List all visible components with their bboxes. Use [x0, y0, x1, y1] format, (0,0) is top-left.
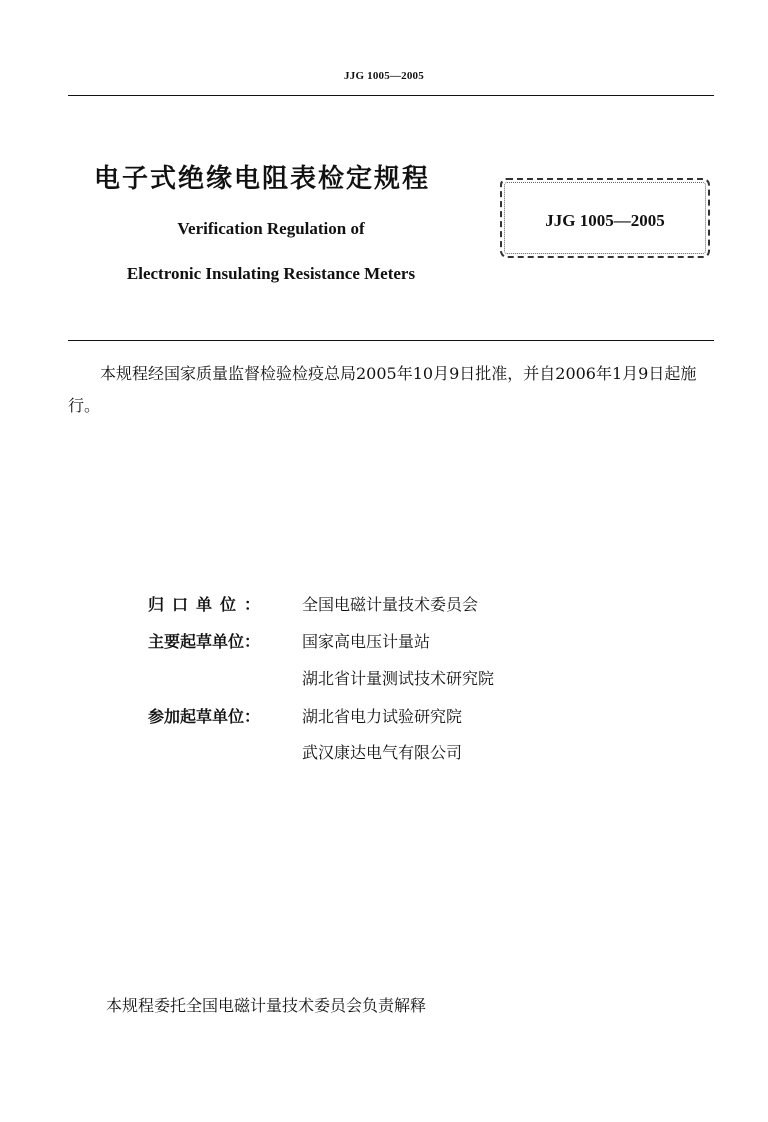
title-chinese: 电子式绝缘电阻表检定规程 — [94, 164, 431, 194]
approval-statement: 本规程经国家质量监督检验检疫总局2005年10月9日批准，并自2006年1月9日起施行。 — [68, 364, 697, 415]
main-drafting-unit-value-2: 湖北省计量测试技术研究院 — [302, 669, 495, 688]
responsible-unit-label: 归口单位： — [148, 595, 269, 614]
main-drafting-unit-value-1: 国家高电压计量站 — [302, 632, 431, 651]
title-english-line2: Electronic Insulating Resistance Meters — [126, 264, 416, 283]
participating-drafting-unit-label: 参加起草单位： — [148, 707, 261, 726]
participating-drafting-unit-value-2: 武汉康达电气有限公司 — [302, 743, 463, 762]
header-divider — [68, 95, 714, 96]
interpretation-note: 本规程委托全国电磁计量技术委员会负责解释 — [106, 996, 427, 1015]
standard-code-box-text: JJG 1005—2005 — [545, 211, 665, 230]
responsible-unit-value: 全国电磁计量技术委员会 — [302, 595, 479, 614]
title-divider — [68, 340, 714, 341]
main-drafting-unit-label: 主要起草单位： — [148, 632, 261, 651]
header-standard-code: JJG 1005—2005 — [344, 70, 424, 82]
title-english-line1: Verification Regulation of — [177, 219, 365, 238]
participating-drafting-unit-value-1: 湖北省电力试验研究院 — [302, 707, 463, 726]
